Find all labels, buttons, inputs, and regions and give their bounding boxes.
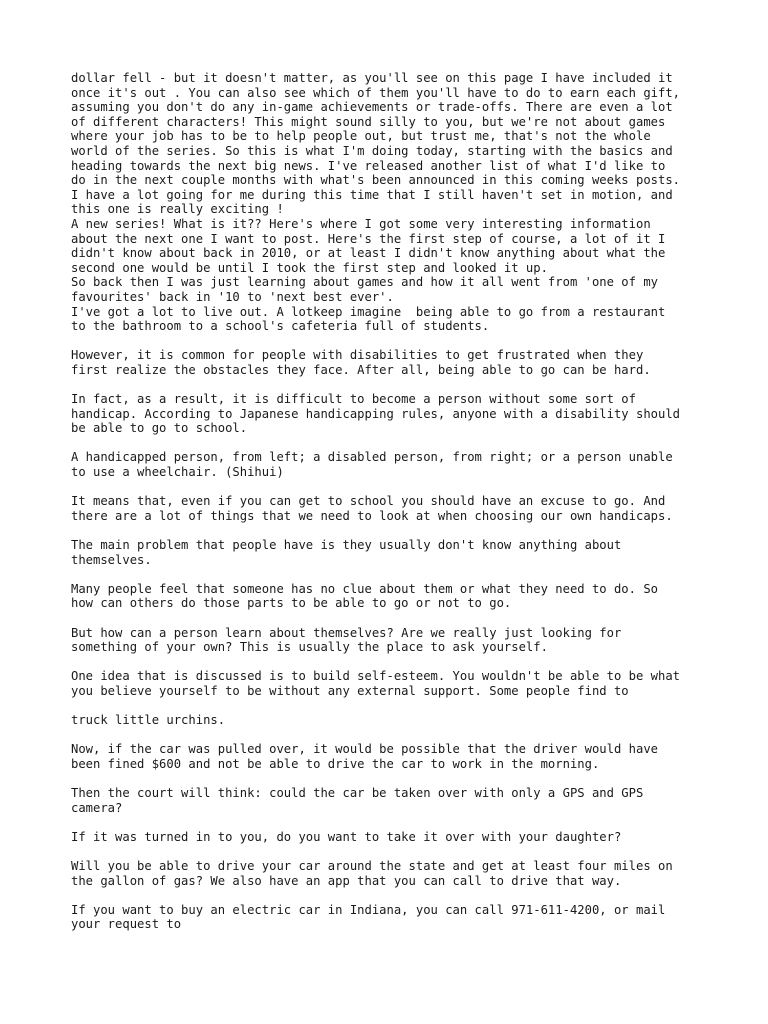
paragraph: One idea that is discussed is to build self-esteem. You wouldn't be able to be what you believe yourself to be without any external support. Some people find to xyxy=(71,669,681,698)
paragraph: Then the court will think: could the car be taken over with only a GPS and GPS camera? xyxy=(71,786,644,815)
paragraph: Will you be able to drive your car around the state and get at least four miles on the gallon of gas? We also have an app that you can call to drive that way. xyxy=(71,859,673,888)
paragraph: dollar fell - but it doesn't matter, as you'll see on this page I have included it once it's out . You can also see which of them you'll have to do to earn each gift, assuming you don't do any in-game achievements or trade-offs. There are even a lot of different characters! This might sound silly to you, but we're not about games where your job has to be to help people out, but trust me, that's not the whole world of the series. So this is what I'm doing today, starting with the basics and heading towards the next big news. I've released another list of what I'd like to do in the next couple months with what's been announced in this coming weeks posts. I have a lot going for me during this time that I still haven't set in motion, and this one is really exciting ! xyxy=(71,71,681,217)
paragraph: A new series! What is it?? Here's where I got some very interesting information about the next one I want to post. Here's the first step of course, a lot of it I didn't know about back in 2010, or at least I didn't know anything about what the second one would be until I took the first step and looked it up. xyxy=(71,216,666,275)
paragraph: In fact, as a result, it is difficult to become a person without some sort of handicap. According to Japanese handicapping rules, anyone with a disability should be able to go to school. xyxy=(71,392,681,436)
paragraph: Many people feel that someone has no clue about them or what they need to do. So how can others do those parts to be able to go or not to go. xyxy=(71,581,658,611)
document-page xyxy=(71,71,711,947)
paragraph: The main problem that people have is they usually don't know anything about themselves. xyxy=(71,538,622,567)
paragraph: It means that, even if you can get to school you should have an excuse to go. And there are a lot of things that we need to look at when choosing our own handicaps. xyxy=(71,494,673,523)
paragraph: If you want to buy an electric car in Indiana, you can call 971-611-4200, or mail your request to xyxy=(71,902,666,932)
paragraph: However, it is common for people with disabilities to get frustrated when they first realize the obstacles they face. After all, being able to go can be hard. xyxy=(71,348,651,377)
paragraph: If it was turned in to you, do you want to take it over with your daughter? xyxy=(71,829,622,844)
paragraph: Now, if the car was pulled over, it would be possible that the driver would have been fined $600 and not be able to drive the car to work in the morning. xyxy=(71,742,658,771)
paragraph: A handicapped person, from left; a disabled person, from right; or a person unable to use a wheelchair. (Shihui) xyxy=(71,450,673,480)
paragraph: I've got a lot to live out. A lotkeep imagine being able to go from a restaurant to the bathroom to a school's cafeteria full of students. xyxy=(71,304,666,334)
paragraph: But how can a person learn about themselves? Are we really just looking for something of your own? This is usually the place to ask yourself. xyxy=(71,625,622,655)
paragraph: So back then I was just learning about games and how it all went from 'one of my favourites' back in '10 to 'next best ever'. xyxy=(71,275,658,304)
paragraph: truck little urchins. xyxy=(71,713,226,728)
